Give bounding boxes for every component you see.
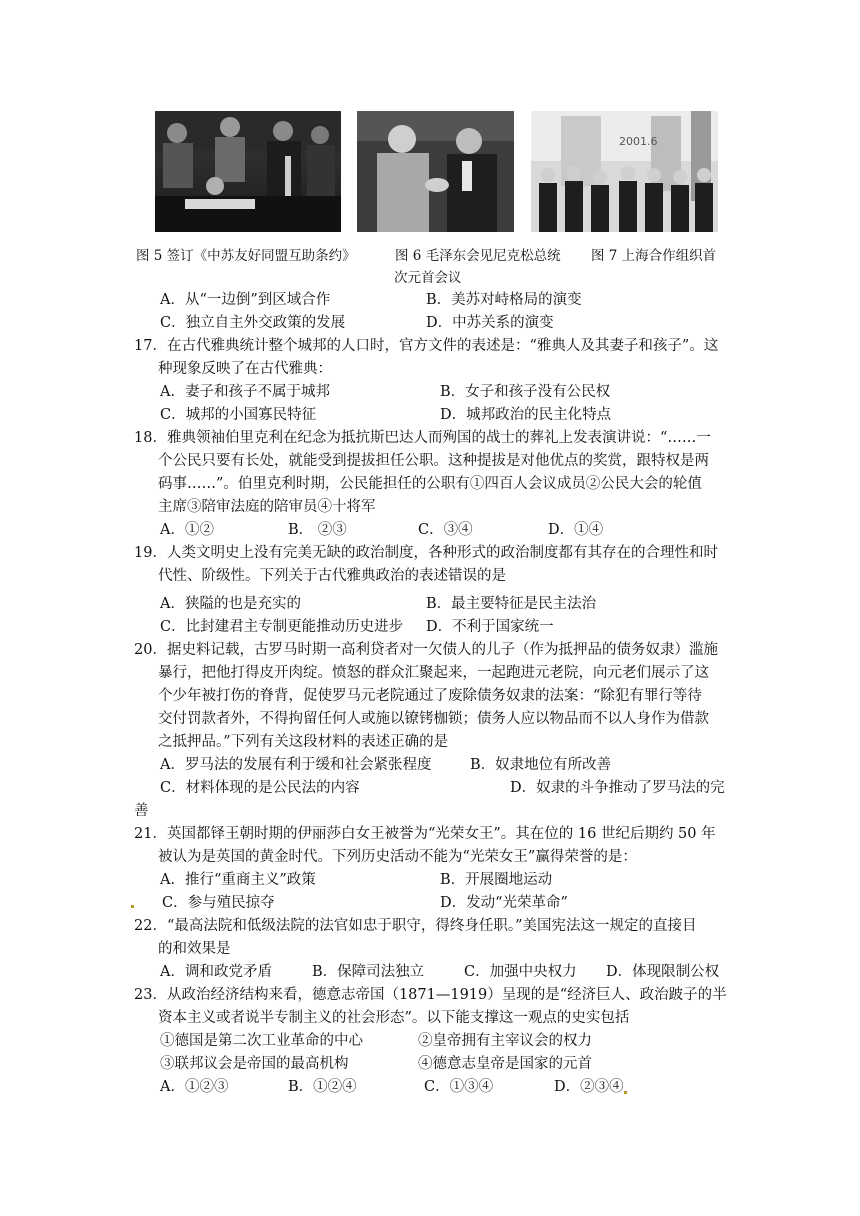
q23-stem: 23．从政治经济结构来看，德意志帝国（1871—1919）呈现的是“经济巨人、政治跛子的半 bbox=[134, 987, 727, 1003]
q20-option-b: B．奴隶地位有所改善 bbox=[470, 757, 612, 773]
stray-mark bbox=[131, 905, 134, 908]
q17-option-b: B．女子和孩子没有公民权 bbox=[440, 384, 611, 400]
stray-mark bbox=[624, 1091, 627, 1094]
q20-stem-cont-3: 交付罚款者外，不得拘留任何人或施以镣铐枷锁；债务人应以物品而不以人身作为借款 bbox=[158, 711, 709, 727]
figure-7-caption-continued: 次元首会议 bbox=[394, 270, 462, 286]
q17-stem-cont: 种现象反映了在古代雅典： bbox=[158, 361, 332, 377]
q23-option-c: C．①③④ bbox=[424, 1079, 494, 1095]
q20-stem-cont-2: 个少年被打伤的脊背，促使罗马元老院通过了废除债务奴隶的法案：“除犯有罪行等待 bbox=[158, 688, 702, 704]
q21-option-a: A．推行“重商主义”政策 bbox=[160, 872, 316, 888]
q19-option-a: A．狭隘的也是充实的 bbox=[160, 596, 301, 612]
q22-stem: 22．“最高法院和低级法院的法官如忠于职守，得终身任职。”美国宪法这一规定的直接目 bbox=[134, 918, 697, 934]
q22-stem-cont: 的和效果是 bbox=[158, 941, 231, 957]
q20-stem: 20．据史料记载，古罗马时期一高利贷者对一欠债人的儿子（作为抵押品的债务奴隶）滥施 bbox=[134, 642, 718, 658]
q17-option-a: A．妻子和孩子不属于城邦 bbox=[160, 384, 330, 400]
q18-option-b: B． ②③ bbox=[288, 522, 347, 538]
figure-7-caption: 图 7 上海合作组织首 bbox=[591, 248, 717, 264]
q22-option-a: A．调和政党矛盾 bbox=[160, 964, 272, 980]
q17-stem: 17．在古代雅典统计整个城邦的人口时，官方文件的表述是：“雅典人及其妻子和孩子”。这 bbox=[134, 338, 719, 354]
q21-option-d: D．发动“光荣革命” bbox=[440, 895, 568, 911]
q21-option-b: B．开展圈地运动 bbox=[440, 872, 553, 888]
q19-option-d: D．不利于国家统一 bbox=[426, 619, 554, 635]
figure-5-photo bbox=[155, 111, 341, 232]
q20-option-d: D．奴隶的斗争推动了罗马法的完 bbox=[510, 780, 725, 796]
q19-option-b: B．最主要特征是民主法治 bbox=[426, 596, 597, 612]
q21-stem: 21．英国都铎王朝时期的伊丽莎白女王被誉为“光荣女王”。其在位的 16 世纪后期约 50 年 bbox=[134, 826, 716, 842]
q21-stem-cont: 被认为是英国的黄金时代。下列历史活动不能为“光荣女王”赢得荣誉的是： bbox=[158, 849, 637, 865]
q19-stem: 19．人类文明史上没有完美无缺的政治制度，各种形式的政治制度都有其存在的合理性和时 bbox=[134, 545, 718, 561]
q20-stem-cont-1: 暴行，把他打得皮开肉绽。愤怒的群众汇聚起来，一起跑进元老院，向元老们展示了这 bbox=[158, 665, 709, 681]
q19-stem-cont: 代性、阶级性。下列关于古代雅典政治的表述错误的是 bbox=[158, 568, 506, 584]
q20-option-d-cont: 善 bbox=[134, 803, 149, 819]
q17-option-c: C．城邦的小国寡民特征 bbox=[160, 407, 317, 423]
q21-option-c: C．参与殖民掠夺 bbox=[162, 895, 275, 911]
figure-6-caption: 图 6 毛泽东会见尼克松总统 bbox=[395, 248, 561, 264]
q23-statement-2: ②皇帝拥有主宰议会的权力 bbox=[418, 1033, 592, 1049]
q23-option-d: D．②③④ bbox=[554, 1079, 624, 1095]
q16-option-c: C．独立自主外交政策的发展 bbox=[160, 315, 346, 331]
q16-option-b: B．美苏对峙格局的演变 bbox=[426, 292, 582, 308]
q20-stem-cont-4: 之抵押品。”下列有关这段材料的表述正确的是 bbox=[158, 734, 449, 750]
q20-option-c: C．材料体现的是公民法的内容 bbox=[160, 780, 360, 796]
q18-option-d: D．①④ bbox=[548, 522, 604, 538]
q18-stem-cont-3: 主席③陪审法庭的陪审员④十将军 bbox=[158, 499, 376, 515]
q20-option-a: A．罗马法的发展有利于缓和社会紧张程度 bbox=[160, 757, 432, 773]
figure-7-photo bbox=[531, 111, 718, 232]
q18-option-a: A．①② bbox=[160, 522, 214, 538]
q23-option-b: B．①②④ bbox=[288, 1079, 357, 1095]
q18-option-c: C．③④ bbox=[418, 522, 473, 538]
q18-stem: 18．雅典领袖伯里克利在纪念为抵抗斯巴达人而殉国的战士的葬礼上发表演讲说：“……一 bbox=[134, 430, 711, 446]
figure-5-caption: 图 5 签订《中苏友好同盟互助条约》 bbox=[136, 248, 356, 264]
q22-option-b: B．保障司法独立 bbox=[312, 964, 425, 980]
q23-stem-cont: 资本主义或者说半专制主义的社会形态”。以下能支撑这一观点的史实包括 bbox=[158, 1010, 630, 1026]
q16-option-d: D．中苏关系的演变 bbox=[426, 315, 554, 331]
q16-option-a: A．从“一边倒”到区域合作 bbox=[160, 292, 331, 308]
q22-option-c: C．加强中央权力 bbox=[464, 964, 577, 980]
figure-7-photo-date: 2001.6 bbox=[619, 135, 658, 148]
q18-stem-cont-2: 码事……”。伯里克利时期，公民能担任的公职有①四百人会议成员②公民大会的轮值 bbox=[158, 476, 702, 492]
q22-option-d: D．体现限制公权 bbox=[606, 964, 720, 980]
q23-statement-4: ④德意志皇帝是国家的元首 bbox=[418, 1056, 592, 1072]
q23-option-a: A．①②③ bbox=[160, 1079, 229, 1095]
q18-stem-cont-1: 个公民只要有长处，就能受到提拔担任公职。这种提拔是对他优点的奖赏，跟特权是两 bbox=[158, 453, 709, 469]
q23-statement-1: ①德国是第二次工业革命的中心 bbox=[160, 1033, 363, 1049]
figure-6-photo bbox=[357, 111, 514, 232]
q19-option-c: C．比封建君主专制更能推动历史进步 bbox=[160, 619, 404, 635]
q17-option-d: D．城邦政治的民主化特点 bbox=[440, 407, 612, 423]
q23-statement-3: ③联邦议会是帝国的最高机构 bbox=[160, 1056, 349, 1072]
